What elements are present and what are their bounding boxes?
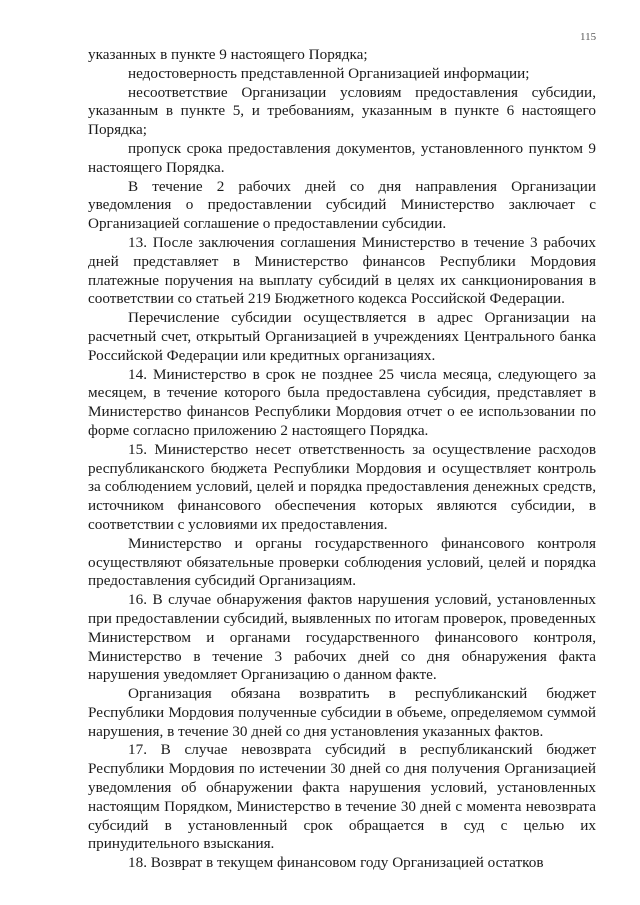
paragraph: недостоверность представленной Организацией информации; (128, 64, 530, 82)
paragraph: несоответствие Организации условиям предоставления субсидии, указанным в пункте 5, и требованиям, указанным в пункте 6 настоящего Порядка; (88, 83, 596, 139)
paragraph: 17. В случае невозврата субсидий в республиканский бюджет Республики Мордовия по истечении 30 дней со дня получения Организацией уведомления об обнаружении факта нарушения условий, установленных настоящим Порядком, Министерство в течение 30 дней с момента невозврата субсидий в установленный срок обращается в суд с целью их принудительного взыскания. (88, 741, 596, 853)
paragraph: Перечисление субсидии осуществляется в адрес Организации на расчетный счет, открытый Организацией в учреждениях Центрального банка Российской Федерации или кредитных организациях. (88, 309, 596, 364)
document-body (88, 46, 596, 873)
paragraph: указанных в пункте 9 настоящего Порядка; (88, 46, 368, 63)
paragraph: 16. В случае обнаружения фактов нарушения условий, установленных при предоставлении субсидий, выявленных по итогам проверок, проведенных Министерством и органами государственного финансового контроля, Министерство в течение 3 рабочих дней со дня обнаружения факта нарушения уведомляет Организацию о данном факте. (88, 591, 596, 684)
paragraph: В течение 2 рабочих дней со дня направления Организации уведомления о предоставлении субсидий Министерство заключает с Организацией соглашение о предоставлении субсидии. (88, 177, 596, 233)
paragraph: 13. После заключения соглашения Министерство в течение 3 рабочих дней представляет в Министерство финансов Республики Мордовия платежные поручения на выплату субсидий в целях их санкционирования в соответствии со статьей 219 Бюджетного кодекса Российской Федерации. (88, 233, 596, 308)
paragraph: 14. Министерство в срок не позднее 25 числа месяца, следующего за месяцем, в течение которого была предоставлена субсидия, представляет в Министерство финансов Республики Мордовия отчет о ее использовании по форме согласно приложению 2 настоящего Порядка. (88, 365, 596, 439)
paragraph: Организация обязана возвратить в республиканский бюджет Республики Мордовия полученные субсидии в объеме, определяемом суммой нарушения, в течение 30 дней со дня установления указанных фактов. (88, 685, 596, 740)
paragraph: 15. Министерство несет ответственность за осуществление расходов республиканского бюджета Республики Мордовия и осуществляет контроль за соблюдением условий, целей и порядка предоставления денежных средств, источником финансового обеспечения которых являются субсидии, в соответствии с условиями их предоставления. (88, 440, 596, 533)
paragraph: 18. Возврат в текущем финансовом году Организацией остатков (128, 854, 544, 872)
paragraph: пропуск срока предоставления документов, установленного пунктом 9 настоящего Порядка. (88, 139, 596, 176)
page-number: 115 (580, 31, 597, 43)
paragraph: Министерство и органы государственного финансового контроля осуществляют обязательные проверки соблюдения условий, целей и порядка предоставления субсидий Организациям. (88, 534, 596, 590)
